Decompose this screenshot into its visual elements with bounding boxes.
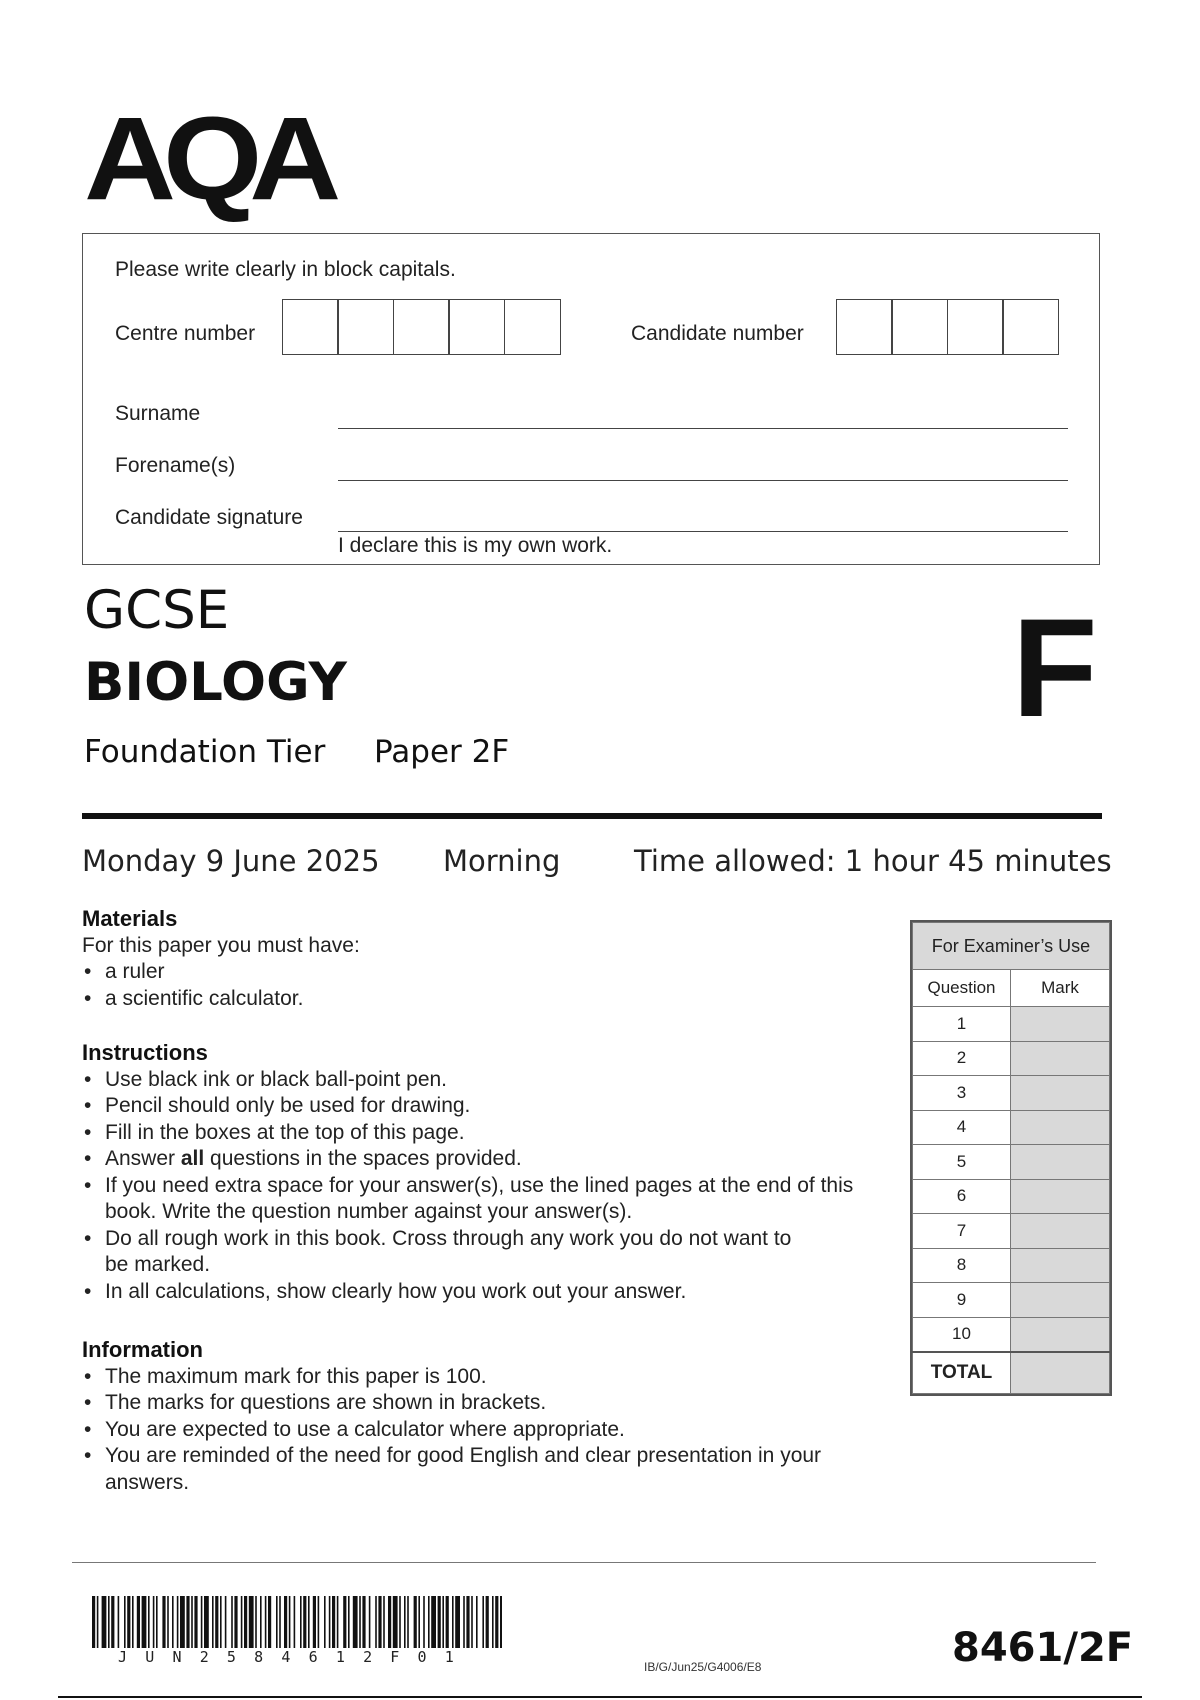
question-column-header: Question xyxy=(913,970,1011,1007)
instruction-item: • Pencil should only be used for drawing. xyxy=(82,1093,872,1120)
exam-session: Morning xyxy=(443,844,561,878)
question-number: 6 xyxy=(913,1179,1011,1214)
instructions-section xyxy=(82,1040,872,1305)
document-reference: IB/G/Jun25/G4006/E8 xyxy=(644,1660,762,1674)
examiner-table-heading: For Examiner’s Use xyxy=(913,923,1110,970)
question-number: 4 xyxy=(913,1110,1011,1145)
question-number: 5 xyxy=(913,1145,1011,1180)
instruction-item: • Use black ink or black ball-point pen. xyxy=(82,1067,872,1094)
question-number: 8 xyxy=(913,1248,1011,1283)
mark-cell xyxy=(1011,1076,1110,1111)
mark-cell xyxy=(1011,1110,1110,1145)
centre-number-digit[interactable] xyxy=(448,299,505,355)
question-number: 2 xyxy=(913,1041,1011,1076)
instruction-item: • In all calculations, show clearly how you work out your answer. xyxy=(82,1279,872,1306)
instructions-heading: Instructions xyxy=(82,1040,208,1065)
instruction-item xyxy=(82,1146,872,1173)
materials-item: • a scientific calculator. xyxy=(82,986,882,1013)
tier-label: Foundation Tier xyxy=(84,734,326,770)
instruction-emphasis: all xyxy=(180,1147,205,1170)
materials-section xyxy=(82,906,882,1012)
materials-heading: Materials xyxy=(82,906,178,931)
instruction-item: • Do all rough work in this book. Cross through any work you do not want to be marked. xyxy=(82,1226,805,1279)
information-item: • The marks for questions are shown in brackets. xyxy=(82,1390,822,1417)
paper-label: Paper 2F xyxy=(374,734,510,770)
forenames-label: Forename(s) xyxy=(115,454,236,477)
question-number: 9 xyxy=(913,1283,1011,1318)
instruction-text: Answer xyxy=(105,1147,181,1170)
forenames-line[interactable] xyxy=(338,480,1068,481)
question-number: 10 xyxy=(913,1317,1011,1352)
centre-number-digit[interactable] xyxy=(337,299,394,355)
examiner-use-table xyxy=(910,920,1112,1396)
mark-cell xyxy=(1011,1007,1110,1042)
information-item: • You are reminded of the need for good English and clear presentation in your answers. xyxy=(82,1443,822,1496)
centre-number-label: Centre number xyxy=(115,322,256,345)
instruction-item: • Fill in the boxes at the top of this page. xyxy=(82,1120,872,1147)
barcode-icon xyxy=(92,1596,502,1648)
block-capitals-instruction: Please write clearly in block capitals. xyxy=(115,258,456,281)
centre-number-digit[interactable] xyxy=(393,299,450,355)
question-number: 1 xyxy=(913,1007,1011,1042)
mark-column-header: Mark xyxy=(1011,970,1110,1007)
aqa-logo: AQA xyxy=(84,93,329,225)
mark-cell xyxy=(1011,1145,1110,1180)
materials-intro: For this paper you must have: xyxy=(82,933,360,957)
total-mark-cell xyxy=(1011,1352,1110,1394)
instruction-item: • If you need extra space for your answer(s), use the lined pages at the end of this book. Write the question number against your answer(s). xyxy=(82,1173,872,1226)
qualification-title: GCSE xyxy=(84,580,230,641)
surname-label: Surname xyxy=(115,402,201,425)
signature-line[interactable] xyxy=(338,531,1068,532)
question-number: 7 xyxy=(913,1214,1011,1249)
title-divider xyxy=(82,813,1102,819)
question-number: 3 xyxy=(913,1076,1011,1111)
candidate-number-label: Candidate number xyxy=(631,322,804,345)
mark-cell xyxy=(1011,1179,1110,1214)
mark-cell xyxy=(1011,1041,1110,1076)
time-allowed: Time allowed: 1 hour 45 minutes xyxy=(634,844,1112,878)
centre-number-digit[interactable] xyxy=(504,299,561,355)
centre-number-digit[interactable] xyxy=(282,299,339,355)
paper-code: 8461/2F xyxy=(952,1625,1134,1671)
surname-line[interactable] xyxy=(338,428,1068,429)
candidate-number-boxes[interactable] xyxy=(837,299,1059,355)
information-item: • The maximum mark for this paper is 100. xyxy=(82,1364,822,1391)
information-heading: Information xyxy=(82,1337,203,1362)
candidate-number-digit[interactable] xyxy=(836,299,893,355)
candidate-number-digit[interactable] xyxy=(1002,299,1059,355)
materials-item: • a ruler xyxy=(82,959,882,986)
footer-divider xyxy=(72,1562,1096,1563)
mark-cell xyxy=(1011,1283,1110,1318)
candidate-details-box xyxy=(82,233,1100,565)
total-label: TOTAL xyxy=(913,1352,1011,1394)
mark-cell xyxy=(1011,1214,1110,1249)
exam-date: Monday 9 June 2025 xyxy=(82,844,380,878)
page-bottom-rule xyxy=(58,1696,1142,1698)
candidate-number-digit[interactable] xyxy=(947,299,1004,355)
centre-number-boxes[interactable] xyxy=(283,299,561,355)
mark-cell xyxy=(1011,1248,1110,1283)
candidate-number-digit[interactable] xyxy=(891,299,948,355)
information-section xyxy=(82,1337,822,1496)
information-item: • You are expected to use a calculator where appropriate. xyxy=(82,1417,822,1444)
subject-title: BIOLOGY xyxy=(84,652,347,713)
mark-cell xyxy=(1011,1317,1110,1352)
barcode-number: JUN2584612F01 xyxy=(118,1648,472,1666)
instruction-text: questions in the spaces provided. xyxy=(204,1147,522,1170)
declaration-text: I declare this is my own work. xyxy=(338,534,613,557)
tier-letter: F xyxy=(1012,589,1098,746)
signature-label: Candidate signature xyxy=(115,506,303,529)
